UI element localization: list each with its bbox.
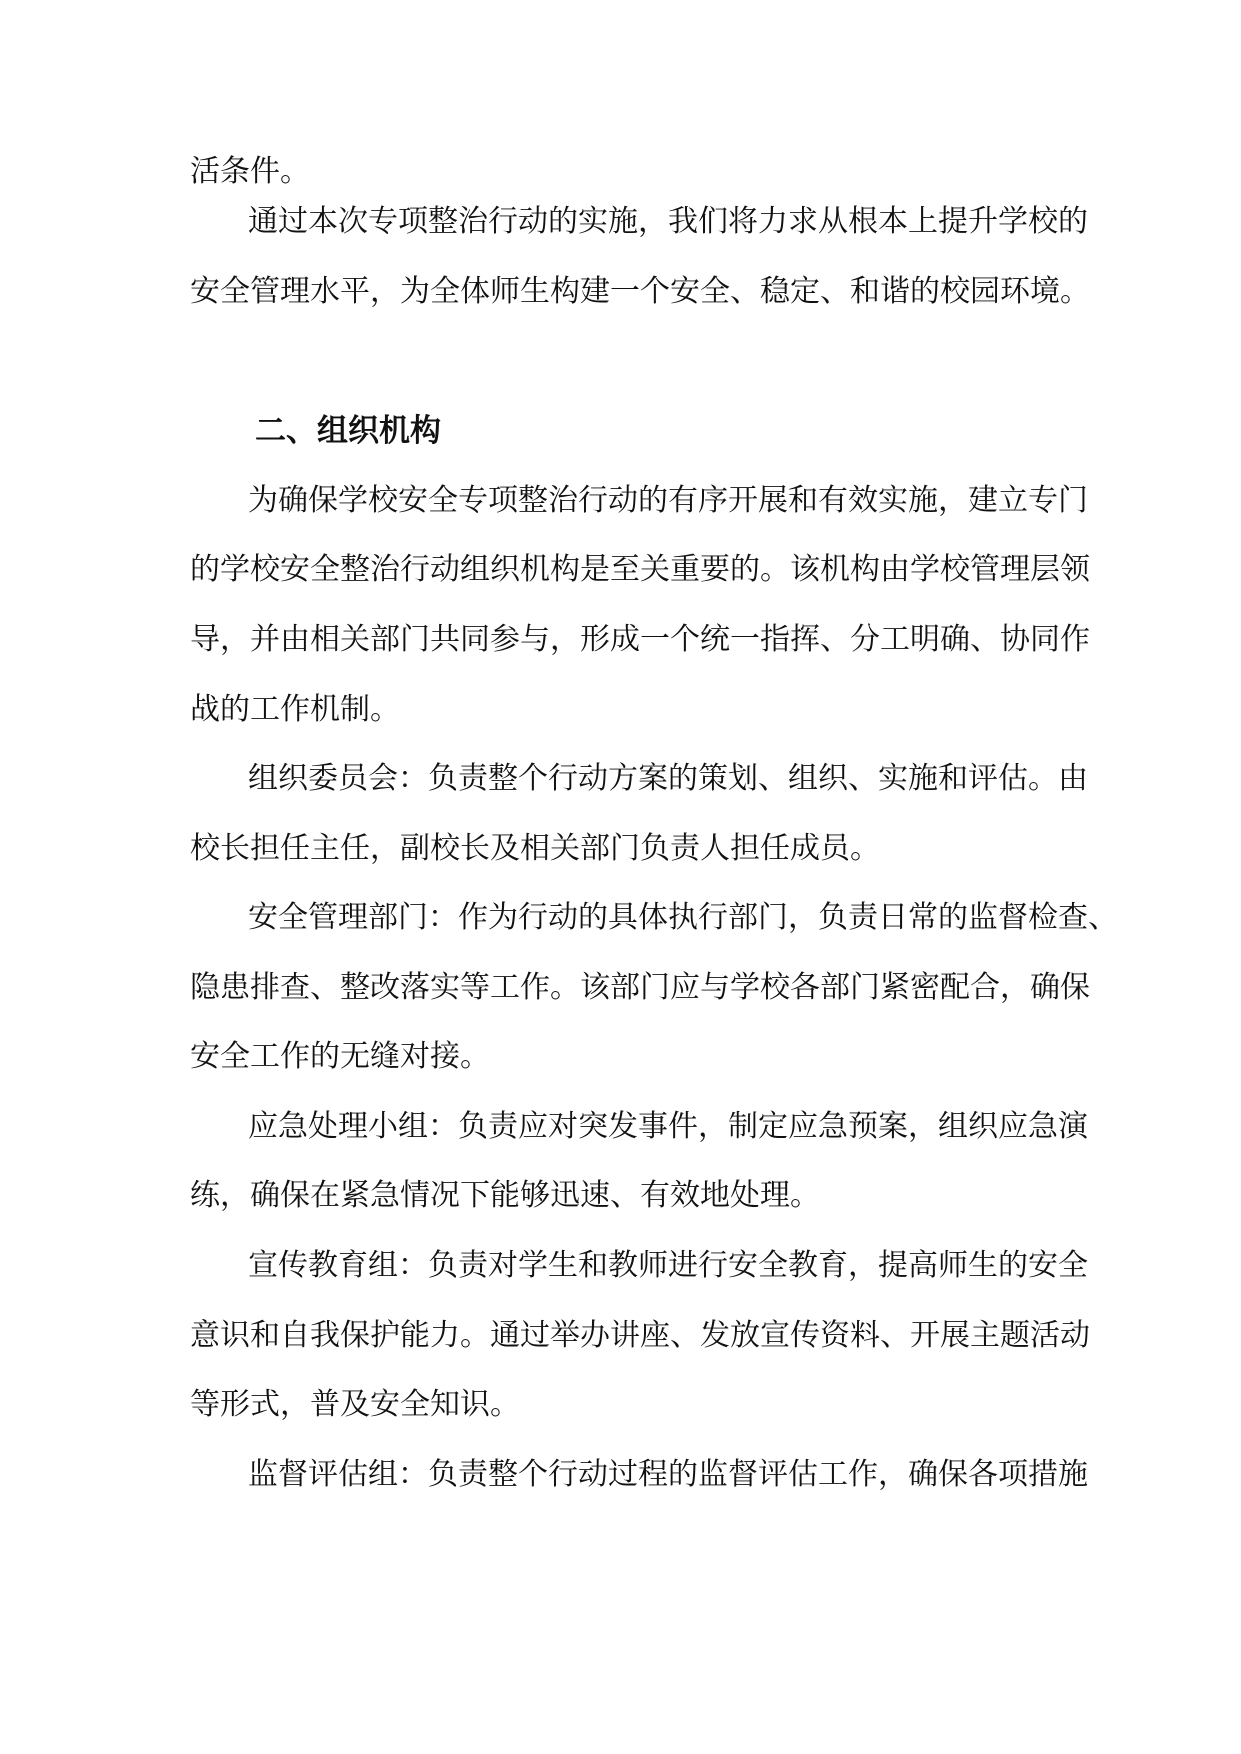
text-line: 安全管理水平，为全体师生构建一个安全、稳定、和谐的校园环境。 bbox=[190, 274, 1090, 309]
text-line: 监督评估组：负责整个行动过程的监督评估工作，确保各项措施 bbox=[248, 1457, 1088, 1492]
text-line: 意识和自我保护能力。通过举办讲座、发放宣传资料、开展主题活动 bbox=[190, 1318, 1090, 1353]
text-line: 隐患排查、整改落实等工作。该部门应与学校各部门紧密配合，确保 bbox=[190, 970, 1090, 1005]
text-line: 练，确保在紧急情况下能够迅速、有效地处理。 bbox=[190, 1178, 820, 1213]
text-line: 的学校安全整治行动组织机构是至关重要的。该机构由学校管理层领 bbox=[190, 552, 1090, 587]
text-line: 通过本次专项整治行动的实施，我们将力求从根本上提升学校的 bbox=[248, 204, 1088, 239]
text-line: 为确保学校安全专项整治行动的有序开展和有效实施，建立专门 bbox=[248, 483, 1088, 518]
text-line: 宣传教育组：负责对学生和教师进行安全教育，提高师生的安全 bbox=[248, 1248, 1088, 1283]
text-line: 安全工作的无缝对接。 bbox=[190, 1039, 490, 1074]
text-line: 安全管理部门：作为行动的具体执行部门，负责日常的监督检查、 bbox=[248, 900, 1118, 935]
text-line: 导，并由相关部门共同参与，形成一个统一指挥、分工明确、协同作 bbox=[190, 622, 1090, 657]
text-line: 校长担任主任，副校长及相关部门负责人担任成员。 bbox=[190, 831, 880, 866]
text-line: 战的工作机制。 bbox=[190, 692, 400, 727]
text-line: 应急处理小组：负责应对突发事件，制定应急预案，组织应急演 bbox=[248, 1109, 1088, 1144]
text-line: 等形式，普及安全知识。 bbox=[190, 1387, 520, 1422]
text-line: 活条件。 bbox=[190, 154, 310, 189]
text-line: 组织委员会：负责整个行动方案的策划、组织、实施和评估。由 bbox=[248, 761, 1088, 796]
section-heading: 二、组织机构 bbox=[255, 413, 441, 449]
